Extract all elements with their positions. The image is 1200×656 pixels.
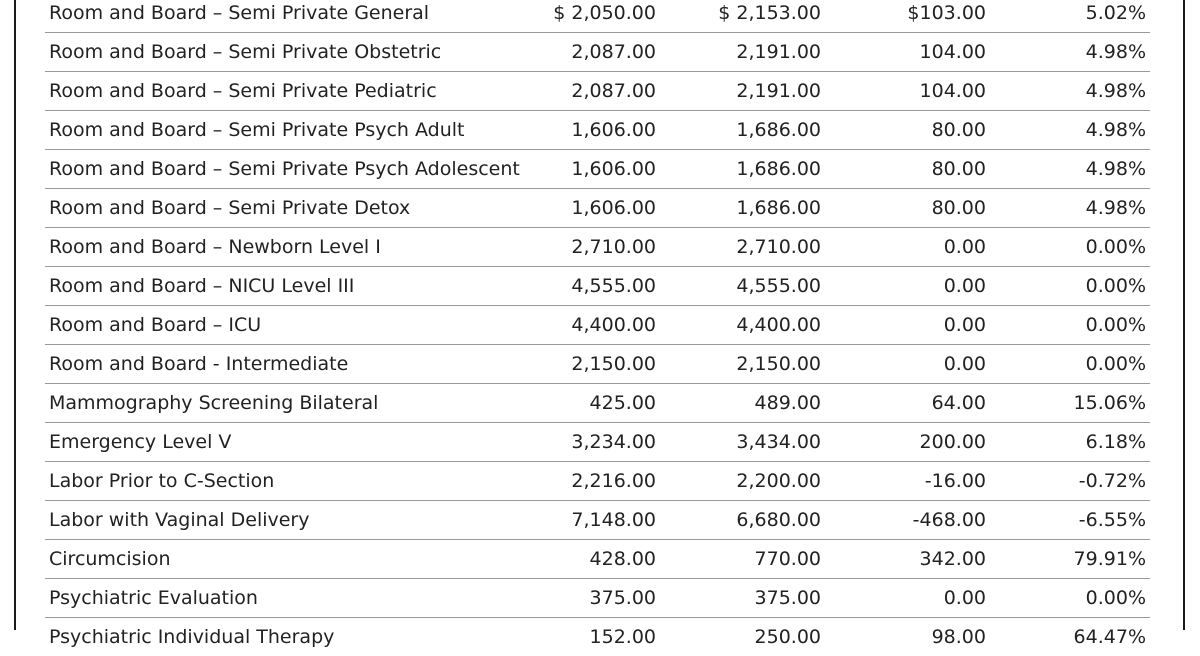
row-description: Room and Board – Semi Private General [45, 0, 495, 33]
row-current-charge: 152.00 [495, 618, 660, 656]
table-row [45, 228, 1150, 267]
table-row [45, 150, 1150, 189]
row-percent-change: -6.55% [990, 501, 1150, 540]
row-description: Room and Board – Semi Private Psych Adolescent [45, 150, 495, 189]
row-percent-change: 5.02% [990, 0, 1150, 33]
row-description: Room and Board – Semi Private Psych Adult [45, 111, 495, 150]
page-border-left [14, 0, 16, 630]
row-percent-change: -0.72% [990, 462, 1150, 501]
row-proposed-charge: $ 2,153.00 [660, 0, 825, 33]
row-current-charge: 2,087.00 [495, 33, 660, 72]
table-row [45, 384, 1150, 423]
row-percent-change: 4.98% [990, 72, 1150, 111]
row-dollar-change: 104.00 [825, 33, 990, 72]
row-percent-change: 0.00% [990, 267, 1150, 306]
row-dollar-change: 80.00 [825, 111, 990, 150]
row-dollar-change: 104.00 [825, 72, 990, 111]
row-dollar-change: 200.00 [825, 423, 990, 462]
table-row [45, 267, 1150, 306]
row-current-charge: 4,400.00 [495, 306, 660, 345]
table-row [45, 111, 1150, 150]
row-percent-change: 4.98% [990, 111, 1150, 150]
row-proposed-charge: 3,434.00 [660, 423, 825, 462]
row-description: Room and Board – Semi Private Detox [45, 189, 495, 228]
table-row [45, 72, 1150, 111]
row-percent-change: 6.18% [990, 423, 1150, 462]
table-row [45, 579, 1150, 618]
row-description: Mammography Screening Bilateral [45, 384, 495, 423]
row-current-charge: 2,710.00 [495, 228, 660, 267]
table-row [45, 0, 1150, 33]
row-percent-change: 0.00% [990, 306, 1150, 345]
table-row [45, 540, 1150, 579]
table-row [45, 33, 1150, 72]
row-proposed-charge: 489.00 [660, 384, 825, 423]
row-proposed-charge: 2,710.00 [660, 228, 825, 267]
row-dollar-change: 0.00 [825, 306, 990, 345]
row-dollar-change: $103.00 [825, 0, 990, 33]
row-dollar-change: 98.00 [825, 618, 990, 656]
row-description: Labor with Vaginal Delivery [45, 501, 495, 540]
row-description: Room and Board – NICU Level III [45, 267, 495, 306]
row-percent-change: 0.00% [990, 579, 1150, 618]
row-current-charge: $ 2,050.00 [495, 0, 660, 33]
row-description: Room and Board - Intermediate [45, 345, 495, 384]
table-row [45, 306, 1150, 345]
table-row [45, 501, 1150, 540]
row-current-charge: 428.00 [495, 540, 660, 579]
row-description: Emergency Level V [45, 423, 495, 462]
row-proposed-charge: 2,191.00 [660, 33, 825, 72]
row-dollar-change: 80.00 [825, 189, 990, 228]
row-current-charge: 7,148.00 [495, 501, 660, 540]
row-dollar-change: 64.00 [825, 384, 990, 423]
charges-table [45, 0, 1150, 656]
row-current-charge: 2,150.00 [495, 345, 660, 384]
row-percent-change: 4.98% [990, 150, 1150, 189]
row-description: Psychiatric Evaluation [45, 579, 495, 618]
table-row [45, 462, 1150, 501]
row-percent-change: 15.06% [990, 384, 1150, 423]
row-description: Room and Board – ICU [45, 306, 495, 345]
row-dollar-change: -16.00 [825, 462, 990, 501]
row-dollar-change: -468.00 [825, 501, 990, 540]
row-current-charge: 1,606.00 [495, 150, 660, 189]
row-dollar-change: 80.00 [825, 150, 990, 189]
row-dollar-change: 0.00 [825, 267, 990, 306]
row-proposed-charge: 4,555.00 [660, 267, 825, 306]
row-dollar-change: 0.00 [825, 345, 990, 384]
row-current-charge: 1,606.00 [495, 111, 660, 150]
page-border-right [1183, 0, 1185, 630]
row-percent-change: 0.00% [990, 228, 1150, 267]
row-current-charge: 1,606.00 [495, 189, 660, 228]
row-proposed-charge: 2,150.00 [660, 345, 825, 384]
table-row [45, 618, 1150, 656]
row-proposed-charge: 250.00 [660, 618, 825, 656]
row-percent-change: 4.98% [990, 189, 1150, 228]
row-description: Room and Board – Semi Private Obstetric [45, 33, 495, 72]
row-description: Room and Board – Newborn Level I [45, 228, 495, 267]
row-proposed-charge: 2,200.00 [660, 462, 825, 501]
table-row [45, 423, 1150, 462]
row-dollar-change: 0.00 [825, 228, 990, 267]
row-percent-change: 64.47% [990, 618, 1150, 656]
row-current-charge: 2,087.00 [495, 72, 660, 111]
row-current-charge: 3,234.00 [495, 423, 660, 462]
row-proposed-charge: 4,400.00 [660, 306, 825, 345]
row-percent-change: 79.91% [990, 540, 1150, 579]
row-proposed-charge: 1,686.00 [660, 189, 825, 228]
row-description: Psychiatric Individual Therapy [45, 618, 495, 656]
row-proposed-charge: 375.00 [660, 579, 825, 618]
row-percent-change: 0.00% [990, 345, 1150, 384]
row-proposed-charge: 1,686.00 [660, 150, 825, 189]
row-description: Room and Board – Semi Private Pediatric [45, 72, 495, 111]
row-description: Labor Prior to C-Section [45, 462, 495, 501]
row-proposed-charge: 6,680.00 [660, 501, 825, 540]
row-current-charge: 375.00 [495, 579, 660, 618]
row-proposed-charge: 770.00 [660, 540, 825, 579]
row-proposed-charge: 1,686.00 [660, 111, 825, 150]
row-percent-change: 4.98% [990, 33, 1150, 72]
table-row [45, 189, 1150, 228]
row-description: Circumcision [45, 540, 495, 579]
row-current-charge: 4,555.00 [495, 267, 660, 306]
row-current-charge: 425.00 [495, 384, 660, 423]
row-current-charge: 2,216.00 [495, 462, 660, 501]
row-dollar-change: 0.00 [825, 579, 990, 618]
row-proposed-charge: 2,191.00 [660, 72, 825, 111]
table-row [45, 345, 1150, 384]
row-dollar-change: 342.00 [825, 540, 990, 579]
